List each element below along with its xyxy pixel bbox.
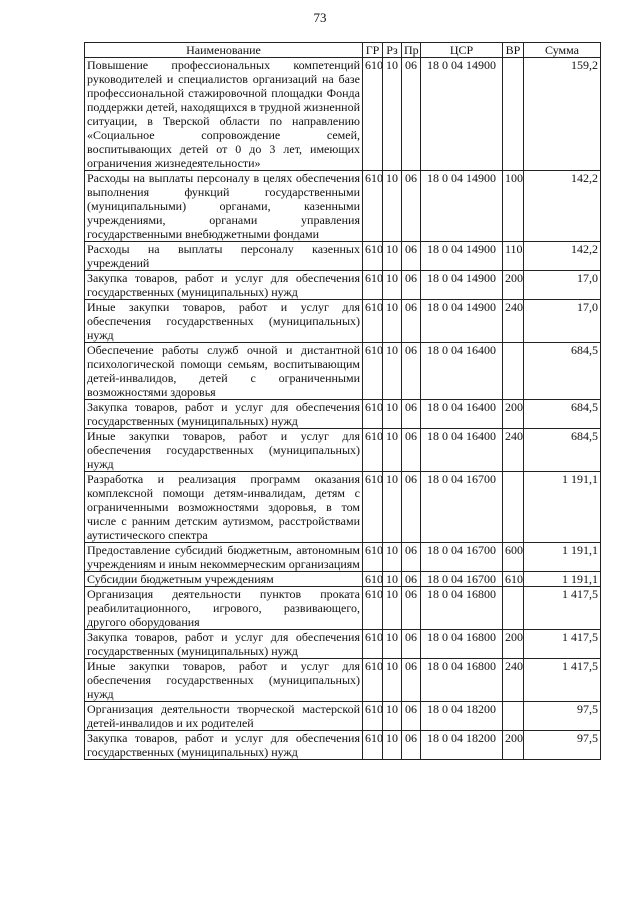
cell-gr: 610 (363, 702, 383, 731)
cell-sum: 1 417,5 (524, 630, 601, 659)
cell-gr: 610 (363, 587, 383, 630)
cell-csr: 18 0 04 16800 (421, 587, 503, 630)
cell-sum: 684,5 (524, 429, 601, 472)
cell-sum: 142,2 (524, 242, 601, 271)
cell-csr: 18 0 04 16800 (421, 659, 503, 702)
cell-pr: 06 (402, 659, 421, 702)
table-row (85, 659, 601, 702)
cell-pr: 06 (402, 343, 421, 400)
cell-sum: 17,0 (524, 300, 601, 343)
cell-csr: 18 0 04 16700 (421, 472, 503, 543)
page-number: 73 (313, 10, 327, 25)
cell-gr: 610 (363, 58, 383, 171)
cell-pr: 06 (402, 472, 421, 543)
cell-name: Иные закупки товаров, работ и услуг для обеспечения государственных (муниципальных) нужд (85, 659, 363, 702)
cell-gr: 610 (363, 171, 383, 242)
table-row (85, 543, 601, 572)
cell-name: Расходы на выплаты персоналу казенных учреждений (85, 242, 363, 271)
table-row (85, 343, 601, 400)
cell-pr: 06 (402, 429, 421, 472)
cell-name: Иные закупки товаров, работ и услуг для обеспечения государственных (муниципальных) нужд (85, 300, 363, 343)
cell-vr: 240 (503, 659, 524, 702)
cell-rz: 10 (383, 587, 402, 630)
cell-vr: 110 (503, 242, 524, 271)
cell-sum: 159,2 (524, 58, 601, 171)
table-row (85, 572, 601, 587)
cell-name: Повышение профессиональных компетенций руководителей и специалистов организаций на базе профессиональной стажировочной площадки Фонда поддержки детей, находящихся в трудной жизненной ситуации, в Тверской области по направлению «Социальное сопровождение семей, воспитывающих детей от 0 до 3 лет, имеющих ограничения жизнедеятельности» (85, 58, 363, 171)
cell-rz: 10 (383, 242, 402, 271)
cell-gr: 610 (363, 630, 383, 659)
cell-csr: 18 0 04 16400 (421, 400, 503, 429)
cell-sum: 684,5 (524, 400, 601, 429)
table-row (85, 400, 601, 429)
cell-name: Закупка товаров, работ и услуг для обеспечения государственных (муниципальных) нужд (85, 731, 363, 760)
cell-gr: 610 (363, 242, 383, 271)
cell-vr: 240 (503, 300, 524, 343)
cell-vr (503, 587, 524, 630)
cell-vr: 200 (503, 271, 524, 300)
cell-gr: 610 (363, 543, 383, 572)
table-row (85, 630, 601, 659)
cell-vr (503, 472, 524, 543)
cell-pr: 06 (402, 271, 421, 300)
table-row (85, 300, 601, 343)
cell-vr (503, 702, 524, 731)
cell-csr: 18 0 04 18200 (421, 702, 503, 731)
table-row (85, 58, 601, 171)
cell-pr: 06 (402, 171, 421, 242)
cell-pr: 06 (402, 242, 421, 271)
cell-pr: 06 (402, 400, 421, 429)
cell-csr: 18 0 04 16400 (421, 429, 503, 472)
cell-pr: 06 (402, 587, 421, 630)
cell-gr: 610 (363, 400, 383, 429)
table-row (85, 271, 601, 300)
table-row (85, 587, 601, 630)
table-row (85, 472, 601, 543)
cell-vr: 240 (503, 429, 524, 472)
cell-csr: 18 0 04 14900 (421, 300, 503, 343)
column-header-name: Наименование (85, 43, 363, 58)
cell-rz: 10 (383, 271, 402, 300)
cell-rz: 10 (383, 472, 402, 543)
cell-name: Закупка товаров, работ и услуг для обеспечения государственных (муниципальных) нужд (85, 271, 363, 300)
cell-gr: 610 (363, 659, 383, 702)
cell-sum: 1 191,1 (524, 572, 601, 587)
cell-pr: 06 (402, 630, 421, 659)
cell-rz: 10 (383, 572, 402, 587)
cell-sum: 1 417,5 (524, 587, 601, 630)
cell-vr: 100 (503, 171, 524, 242)
budget-table (84, 42, 601, 760)
column-header-gr: ГР (363, 43, 383, 58)
cell-sum: 142,2 (524, 171, 601, 242)
cell-name: Субсидии бюджетным учреждениям (85, 572, 363, 587)
cell-csr: 18 0 04 14900 (421, 242, 503, 271)
table-row (85, 731, 601, 760)
cell-rz: 10 (383, 300, 402, 343)
cell-rz: 10 (383, 171, 402, 242)
cell-csr: 18 0 04 14900 (421, 58, 503, 171)
cell-rz: 10 (383, 702, 402, 731)
cell-pr: 06 (402, 572, 421, 587)
table-header-row (85, 43, 601, 58)
cell-pr: 06 (402, 300, 421, 343)
cell-name: Организация деятельности творческой мастерской детей-инвалидов и их родителей (85, 702, 363, 731)
cell-rz: 10 (383, 58, 402, 171)
cell-csr: 18 0 04 16700 (421, 543, 503, 572)
cell-csr: 18 0 04 16800 (421, 630, 503, 659)
cell-pr: 06 (402, 702, 421, 731)
cell-pr: 06 (402, 58, 421, 171)
cell-vr: 600 (503, 543, 524, 572)
cell-rz: 10 (383, 400, 402, 429)
cell-gr: 610 (363, 429, 383, 472)
cell-sum: 97,5 (524, 702, 601, 731)
column-header-sum: Сумма (524, 43, 601, 58)
cell-name: Обеспечение работы служб очной и дистантной психологической помощи семьям, воспитывающим детей-инвалидов, детей с ограниченными возможностями здоровья (85, 343, 363, 400)
cell-gr: 610 (363, 343, 383, 400)
cell-vr: 200 (503, 731, 524, 760)
cell-vr: 200 (503, 630, 524, 659)
column-header-csr: ЦСР (421, 43, 503, 58)
cell-vr: 610 (503, 572, 524, 587)
cell-sum: 1 191,1 (524, 472, 601, 543)
cell-pr: 06 (402, 731, 421, 760)
cell-sum: 1 417,5 (524, 659, 601, 702)
cell-name: Закупка товаров, работ и услуг для обеспечения государственных (муниципальных) нужд (85, 630, 363, 659)
cell-csr: 18 0 04 14900 (421, 271, 503, 300)
cell-vr (503, 343, 524, 400)
column-header-rz: Рз (383, 43, 402, 58)
cell-sum: 1 191,1 (524, 543, 601, 572)
cell-rz: 10 (383, 543, 402, 572)
cell-vr (503, 58, 524, 171)
cell-name: Расходы на выплаты персоналу в целях обеспечения выполнения функций государственными (муниципальными) органами, казенными учреждениями, органами управления государственными внебюджетными фондами (85, 171, 363, 242)
cell-sum: 17,0 (524, 271, 601, 300)
cell-csr: 18 0 04 14900 (421, 171, 503, 242)
cell-name: Иные закупки товаров, работ и услуг для обеспечения государственных (муниципальных) нужд (85, 429, 363, 472)
cell-csr: 18 0 04 18200 (421, 731, 503, 760)
cell-name: Разработка и реализация программ оказания комплексной помощи детям-инвалидам, детям с ограниченными возможностями здоровья, в том числе с ранним детским аутизмом, расстройствами аутистического спектра (85, 472, 363, 543)
column-header-pr: Пр (402, 43, 421, 58)
cell-csr: 18 0 04 16400 (421, 343, 503, 400)
table-row (85, 429, 601, 472)
cell-rz: 10 (383, 731, 402, 760)
cell-name: Предоставление субсидий бюджетным, автономным учреждениям и иным некоммерческим организациям (85, 543, 363, 572)
cell-name: Организация деятельности пунктов проката реабилитационного, игрового, развивающего, другого оборудования (85, 587, 363, 630)
cell-sum: 97,5 (524, 731, 601, 760)
table-row (85, 171, 601, 242)
cell-sum: 684,5 (524, 343, 601, 400)
cell-pr: 06 (402, 543, 421, 572)
cell-rz: 10 (383, 630, 402, 659)
cell-rz: 10 (383, 659, 402, 702)
cell-rz: 10 (383, 429, 402, 472)
cell-vr: 200 (503, 400, 524, 429)
cell-gr: 610 (363, 300, 383, 343)
table-row (85, 702, 601, 731)
cell-gr: 610 (363, 472, 383, 543)
column-header-vr: ВР (503, 43, 524, 58)
table-row (85, 242, 601, 271)
cell-name: Закупка товаров, работ и услуг для обеспечения государственных (муниципальных) нужд (85, 400, 363, 429)
cell-rz: 10 (383, 343, 402, 400)
cell-csr: 18 0 04 16700 (421, 572, 503, 587)
cell-gr: 610 (363, 271, 383, 300)
cell-gr: 610 (363, 731, 383, 760)
cell-gr: 610 (363, 572, 383, 587)
